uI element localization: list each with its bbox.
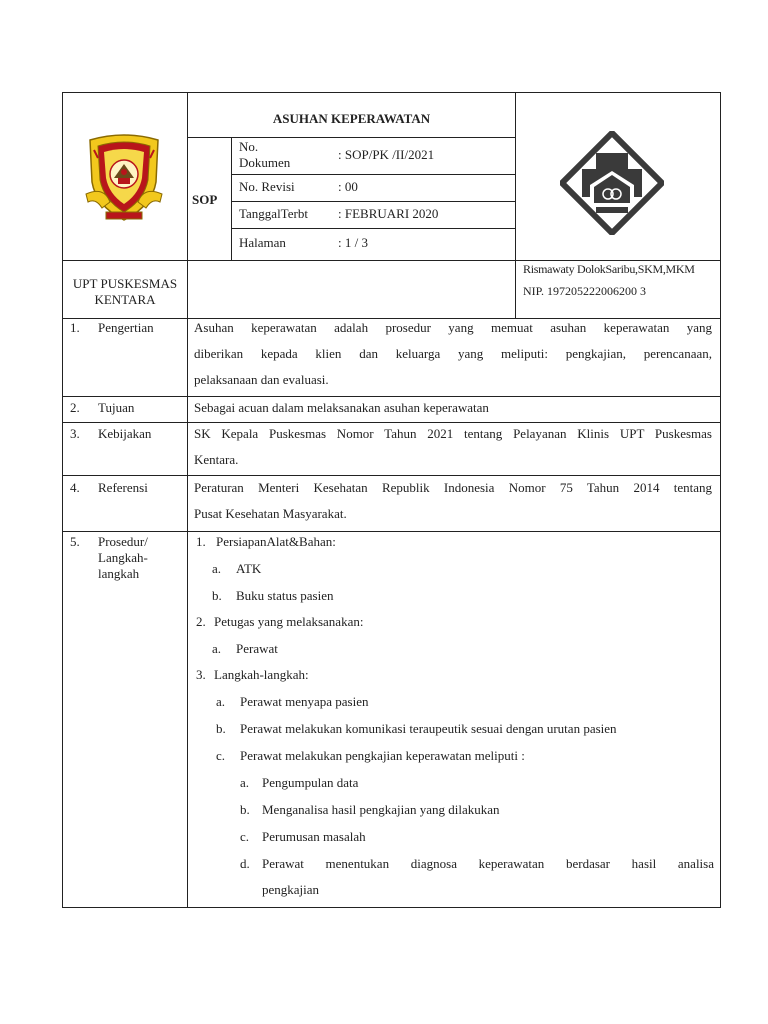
section-label: Kebijakan	[98, 426, 152, 441]
list-marker: 2.	[196, 614, 206, 629]
document-title: ASUHAN KEPERAWATAN	[272, 111, 431, 126]
field-value-dokumen: : SOP/PK /II/2021	[338, 147, 435, 162]
section-text-line: Sebagai acuan dalam melaksanakan asuhan keperawatan	[194, 400, 489, 415]
section-text-line: SK Kepala Puskesmas Nomor Tahun 2021 tentang Pelayanan Klinis UPT Puskesmas	[194, 426, 712, 441]
list-marker: b.	[216, 721, 226, 736]
section-number: 5.	[70, 534, 80, 549]
section-label: Tujuan	[98, 400, 135, 415]
list-marker: d.	[240, 856, 250, 871]
list-item: Perumusan masalah	[262, 829, 366, 844]
list-marker: a.	[212, 641, 222, 656]
list-marker: a.	[240, 775, 250, 790]
section-label-line: langkah	[98, 566, 140, 581]
list-marker: 1.	[196, 534, 206, 549]
section-label: Pengertian	[98, 320, 154, 335]
list-marker: 3.	[196, 667, 206, 682]
section-number: 3.	[70, 426, 80, 441]
list-item: ATK	[236, 561, 262, 576]
section-text-line: pelaksanaan dan evaluasi.	[194, 372, 329, 387]
section-number: 1.	[70, 320, 80, 335]
section-text-line: diberikan kepada klien dan keluarga yang meliputi: pengkajian, perencanaan,	[194, 346, 712, 361]
list-item: Perawat melakukan pengkajian keperawatan meliputi :	[240, 748, 525, 763]
list-marker: c.	[240, 829, 250, 844]
section-number: 2.	[70, 400, 80, 415]
section-text-line: Kentara.	[194, 452, 239, 467]
list-item: Perawat menentukan diagnosa keperawatan berdasar hasil analisa	[262, 856, 714, 871]
section-text-line: Pusat Kesehatan Masyarakat.	[194, 506, 347, 521]
unit-name-line2: KENTARA	[94, 292, 156, 307]
list-marker: a.	[212, 561, 222, 576]
signer-name: Rismawaty DolokSaribu,SKM,MKM	[523, 262, 695, 276]
sop-label: SOP	[192, 192, 218, 207]
field-label-tanggal: TanggalTerbt	[239, 206, 308, 221]
list-item: Perawat	[236, 641, 278, 656]
field-label-no: No.	[239, 139, 259, 154]
field-label-dokumen: Dokumen	[239, 155, 291, 170]
field-label-revisi: No. Revisi	[239, 179, 295, 194]
puskesmas-cross-logo-icon	[560, 131, 664, 235]
list-item: Perawat menyapa pasien	[240, 694, 369, 709]
section-text-line: Peraturan Menteri Kesehatan Republik Indonesia Nomor 75 Tahun 2014 tentang	[194, 480, 712, 495]
section-number: 4.	[70, 480, 80, 495]
list-marker: c.	[216, 748, 226, 763]
list-item: Menganalisa hasil pengkajian yang dilakukan	[262, 802, 500, 817]
field-value-tanggal: : FEBRUARI 2020	[338, 206, 439, 221]
unit-name-line1: UPT PUSKESMAS	[72, 276, 178, 291]
section-label: Referensi	[98, 480, 148, 495]
field-label-halaman: Halaman	[239, 235, 286, 250]
list-item-continuation: pengkajian	[262, 882, 320, 897]
signer-nip: NIP. 197205222006200 3	[523, 284, 647, 298]
list-item: PersiapanAlat&Bahan:	[216, 534, 336, 549]
list-marker: a.	[216, 694, 226, 709]
section-label-line: Prosedur/	[98, 534, 148, 549]
regency-crest-icon	[84, 132, 164, 224]
list-item: Buku status pasien	[236, 588, 334, 603]
list-item: Perawat melakukan komunikasi teraupeutik sesuai dengan urutan pasien	[240, 721, 617, 736]
list-marker: b.	[240, 802, 250, 817]
field-value-halaman: : 1 / 3	[338, 235, 368, 250]
list-item: Langkah-langkah:	[214, 667, 309, 682]
section-text-line: Asuhan keperawatan adalah prosedur yang memuat asuhan keperawatan yang	[194, 320, 712, 335]
list-marker: b.	[212, 588, 222, 603]
list-item: Pengumpulan data	[262, 775, 359, 790]
list-item: Petugas yang melaksanakan:	[214, 614, 364, 629]
field-value-revisi: : 00	[338, 179, 358, 194]
section-label-line: Langkah-	[98, 550, 148, 565]
